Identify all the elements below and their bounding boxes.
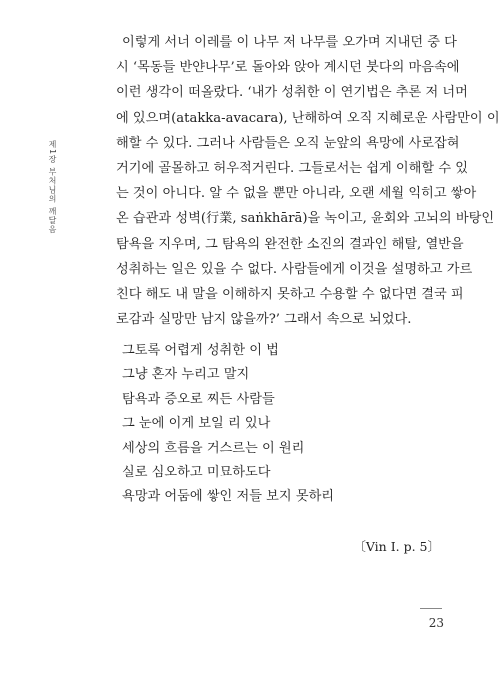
verse-line: 그토록 어렵게 성취한 이 법 (122, 343, 279, 358)
paragraph-line: 거기에 골몰하고 허우적거린다. 그들로서는 쉽게 이해할 수 있 (116, 160, 469, 176)
folio-rule (420, 608, 442, 609)
paragraph-line: 친다 해도 내 말을 이해하지 못하고 수용할 수 없다면 결국 피 (116, 286, 464, 302)
source-citation: 〔Vin I. p. 5〕 (353, 539, 440, 554)
paragraph-line: 성취하는 일은 있을 수 없다. 사람들에게 이것을 설명하고 가르 (116, 261, 473, 277)
verse-line: 탐욕과 증오로 찌든 사람들 (122, 391, 275, 407)
paragraph-line: 로감과 실망만 남지 않을까?’ 그래서 속으로 뇌었다. (116, 312, 412, 328)
verse-line: 실로 심오하고 미묘하도다 (122, 464, 271, 480)
verse-line: 그 눈에 이게 보일 리 있나 (122, 416, 271, 432)
paragraph-line: 온 습관과 성벽(行業, saṅkhārā)을 녹이고, 윤회와 고뇌의 바탕인 (116, 211, 495, 227)
verse-line: 욕망과 어둠에 쌓인 저들 보지 못하리 (122, 489, 335, 505)
paragraph-line: 시 ‘목동들 반얀나무’로 돌아와 앉아 계시던 붓다의 마음속에 (116, 60, 460, 76)
main-paragraph (116, 30, 500, 332)
paragraph-line: 는 것이 아니다. 알 수 없을 뿐만 아니라, 오랜 세월 익히고 쌓아 (116, 186, 477, 202)
paragraph-line: 이런 생각이 떠올랐다. ‘내가 성취한 이 연기법은 추론 저 너머 (116, 85, 468, 101)
paragraph-line: 탐욕을 지우며, 그 탐욕의 완전한 소진의 결과인 해탈, 열반을 (116, 236, 464, 252)
verse-line: 세상의 흐름을 거스르는 이 원리 (122, 440, 305, 456)
page-number: 23 (428, 616, 444, 630)
paragraph-line: 해할 수 있다. 그러나 사람들은 오직 눈앞의 욕망에 사로잡혀 (116, 135, 460, 151)
verse-line: 그냥 혼자 누리고 말지 (122, 367, 250, 383)
paragraph-line: 에 있으며(atakka-avacara), 난해하여 오직 지혜로운 사람만이 이 (116, 110, 500, 126)
chapter-side-tab: 제1장 부처님의 깨달음 (48, 140, 57, 235)
verse-block (122, 339, 442, 510)
paragraph-line: 이렇게 서너 이레를 이 나무 저 나무를 오가며 지내던 중 다 (122, 35, 457, 50)
